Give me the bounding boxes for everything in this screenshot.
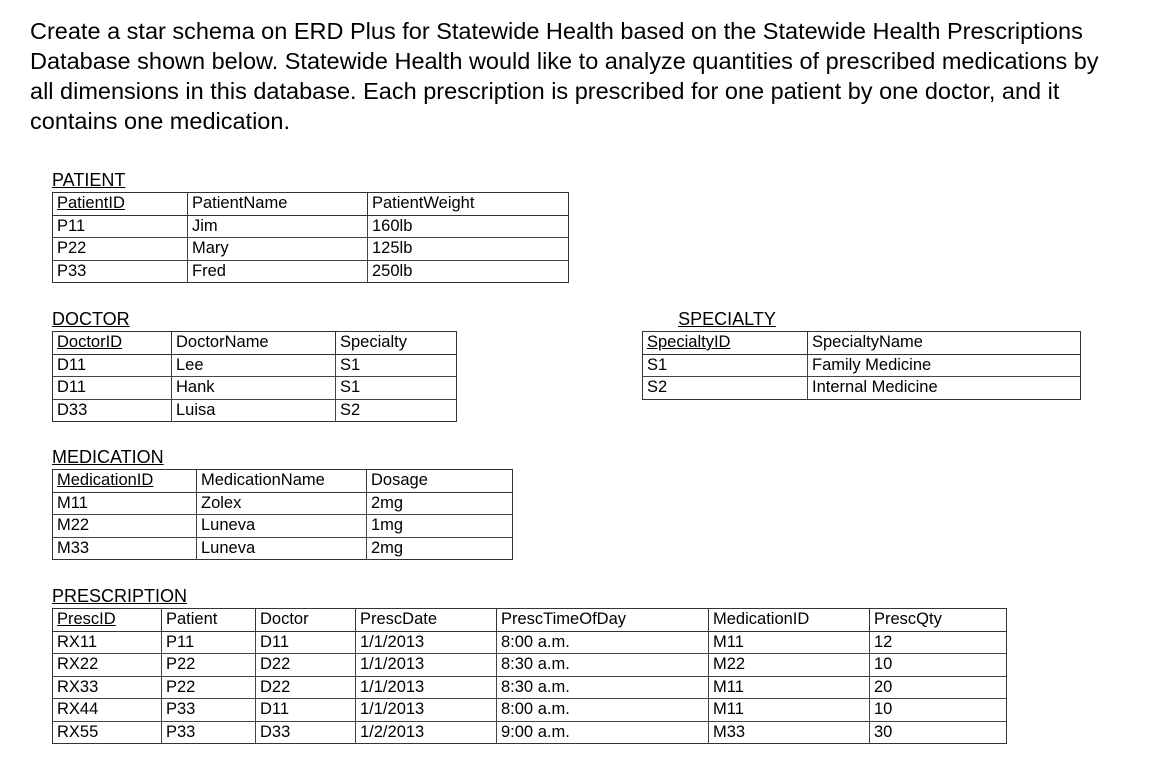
specialty-cell: S2 [643, 377, 808, 400]
prescription-cell: M11 [709, 699, 870, 722]
patient-row [53, 238, 569, 261]
doctor-cell: S1 [336, 354, 457, 377]
medication-row [53, 515, 513, 538]
prescription-cell: RX11 [53, 631, 162, 654]
prescription-header-cell: Doctor [256, 609, 356, 632]
prescription-row [53, 699, 1007, 722]
doctor-cell: Luisa [172, 399, 336, 422]
prescription-cell: 9:00 a.m. [497, 721, 709, 744]
prescription-cell: M11 [709, 631, 870, 654]
medication-cell: 1mg [367, 515, 513, 538]
prescription-cell: P11 [162, 631, 256, 654]
doctor-row [53, 377, 457, 400]
patient-cell: Mary [188, 238, 368, 261]
prescription-cell: 1/1/2013 [356, 631, 497, 654]
doctor-row [53, 399, 457, 422]
patient-row [53, 260, 569, 283]
doctor-title: DOCTOR [52, 309, 130, 329]
medication-cell: Luneva [197, 537, 367, 560]
specialty-table [642, 331, 1081, 400]
medication-header-cell: MedicationName [197, 470, 367, 493]
instructions-text: Create a star schema on ERD Plus for Statewide Health based on the Statewide Health Prescriptions Database shown below. Statewide Health would like to analyze quantities of prescribed medications by all dimensions in this database. Each prescription is prescribed for one patient by one doctor, and it contains one medication. [30, 18, 1099, 134]
specialty-row [643, 377, 1081, 400]
patient-header-row [53, 193, 569, 216]
prescription-row [53, 676, 1007, 699]
specialty-header-cell: SpecialtyName [808, 332, 1081, 355]
medication-table [52, 469, 513, 560]
prescription-cell: 8:30 a.m. [497, 654, 709, 677]
doctor-cell: D11 [53, 377, 172, 400]
doctor-cell: Hank [172, 377, 336, 400]
patient-table [52, 192, 569, 283]
doctor-cell: Lee [172, 354, 336, 377]
prescription-cell: D22 [256, 654, 356, 677]
specialty-cell: Internal Medicine [808, 377, 1081, 400]
patient-header-cell: PatientName [188, 193, 368, 216]
patient-cell: P22 [53, 238, 188, 261]
prescription-cell: 10 [870, 654, 1007, 677]
doctor-cell: S1 [336, 377, 457, 400]
prescription-cell: P33 [162, 699, 256, 722]
prescription-cell: 10 [870, 699, 1007, 722]
patient-row [53, 215, 569, 238]
patient-header-cell: PatientID [53, 193, 188, 216]
medication-cell: Zolex [197, 492, 367, 515]
doctor-cell: D33 [53, 399, 172, 422]
patient-block [52, 170, 569, 283]
prescription-cell: RX33 [53, 676, 162, 699]
prescription-cell: 1/2/2013 [356, 721, 497, 744]
doctor-row [53, 354, 457, 377]
patient-cell: 250lb [368, 260, 569, 283]
medication-cell: M22 [53, 515, 197, 538]
medication-row [53, 492, 513, 515]
prescription-cell: 30 [870, 721, 1007, 744]
prescription-block [52, 586, 1007, 744]
prescription-cell: P22 [162, 654, 256, 677]
prescription-cell: 1/1/2013 [356, 676, 497, 699]
patient-header-cell: PatientWeight [368, 193, 569, 216]
prescription-row [53, 631, 1007, 654]
medication-cell: Luneva [197, 515, 367, 538]
medication-header-cell: MedicationID [53, 470, 197, 493]
medication-cell: M33 [53, 537, 197, 560]
prescription-table [52, 608, 1007, 744]
patient-cell: Jim [188, 215, 368, 238]
patient-cell: P11 [53, 215, 188, 238]
specialty-cell: S1 [643, 354, 808, 377]
prescription-cell: 1/1/2013 [356, 699, 497, 722]
medication-header-row [53, 470, 513, 493]
doctor-cell: S2 [336, 399, 457, 422]
prescription-cell: 12 [870, 631, 1007, 654]
specialty-cell: Family Medicine [808, 354, 1081, 377]
doctor-header-cell: DoctorID [53, 332, 172, 355]
medication-block [52, 447, 513, 560]
prescription-cell: D11 [256, 631, 356, 654]
specialty-block [642, 309, 1081, 400]
prescription-cell: RX22 [53, 654, 162, 677]
patient-cell: 160lb [368, 215, 569, 238]
specialty-header-cell: SpecialtyID [643, 332, 808, 355]
prescription-cell: D11 [256, 699, 356, 722]
prescription-cell: 8:30 a.m. [497, 676, 709, 699]
prescription-cell: 8:00 a.m. [497, 631, 709, 654]
prescription-row [53, 721, 1007, 744]
prescription-cell: RX44 [53, 699, 162, 722]
medication-cell: 2mg [367, 492, 513, 515]
doctor-header-row [53, 332, 457, 355]
doctor-header-cell: DoctorName [172, 332, 336, 355]
specialty-header-row [643, 332, 1081, 355]
doctor-cell: D11 [53, 354, 172, 377]
medication-title: MEDICATION [52, 447, 164, 467]
prescription-header-cell: PrescDate [356, 609, 497, 632]
prescription-cell: P33 [162, 721, 256, 744]
patient-cell: Fred [188, 260, 368, 283]
prescription-cell: D22 [256, 676, 356, 699]
medication-header-cell: Dosage [367, 470, 513, 493]
patient-cell: P33 [53, 260, 188, 283]
prescription-cell: P22 [162, 676, 256, 699]
doctor-table [52, 331, 457, 422]
prescription-cell: 8:00 a.m. [497, 699, 709, 722]
prescription-header-cell: PrescID [53, 609, 162, 632]
patient-title: PATIENT [52, 170, 126, 190]
prescription-cell: RX55 [53, 721, 162, 744]
medication-cell: 2mg [367, 537, 513, 560]
doctor-header-cell: Specialty [336, 332, 457, 355]
prescription-cell: M11 [709, 676, 870, 699]
prescription-header-cell: PrescQty [870, 609, 1007, 632]
prescription-cell: 20 [870, 676, 1007, 699]
prescription-cell: D33 [256, 721, 356, 744]
prescription-cell: M33 [709, 721, 870, 744]
prescription-row [53, 654, 1007, 677]
prescription-header-cell: PrescTimeOfDay [497, 609, 709, 632]
prescription-title: PRESCRIPTION [52, 586, 188, 606]
medication-cell: M11 [53, 492, 197, 515]
prescription-cell: 1/1/2013 [356, 654, 497, 677]
prescription-cell: M22 [709, 654, 870, 677]
prescription-header-cell: Patient [162, 609, 256, 632]
prescription-header-cell: MedicationID [709, 609, 870, 632]
doctor-block [52, 309, 457, 422]
prescription-header-row [53, 609, 1007, 632]
specialty-row [643, 354, 1081, 377]
specialty-title: SPECIALTY [678, 309, 776, 329]
patient-cell: 125lb [368, 238, 569, 261]
medication-row [53, 537, 513, 560]
